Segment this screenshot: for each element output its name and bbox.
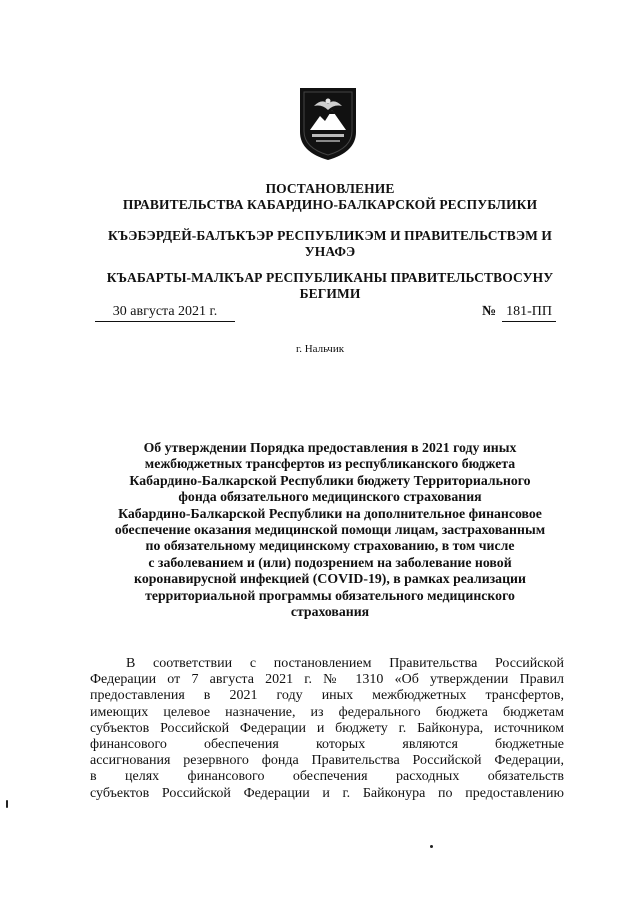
body-line: В соответствии с постановлением Правительства Российской [126,656,564,671]
document-date: 30 августа 2021 г. [95,304,235,322]
coat-of-arms-emblem-icon [298,84,358,162]
government-name-balkar [90,270,570,302]
document-type-heading: ПОСТАНОВЛЕНИЕ [265,181,395,196]
title-line: межбюджетных трансфертов из республиканского бюджета [144,456,516,472]
body-line: субъектов Российской Федерации и г. Байконура по предоставлению [90,785,564,801]
title-line: с заболеванием и (или) подозрением на заболевание новой [148,554,512,570]
title-line: фонда обязательного медицинского страхования [178,489,482,505]
number-sign: № [482,304,497,319]
heading-line: БЕГИМИ [299,286,361,301]
scan-speck [6,800,8,808]
document-number: 181-ПП [502,304,556,322]
title-line: страхования [290,604,370,620]
body-line: в целях финансового обеспечения расходных обязательств [90,769,564,785]
document-number-block [482,304,567,322]
title-line: обеспечение оказания медицинской помощи лицам, застрахованным [114,522,546,538]
heading-line: УНАФЭ [304,244,356,259]
government-name-ru: ПРАВИТЕЛЬСТВА КАБАРДИНО-БАЛКАРСКОЙ РЕСПУБЛИКИ [122,197,538,212]
heading-line: КЪЭБЭРДЕЙ-БАЛЪКЪЭР РЕСПУБЛИКЭМ И ПРАВИТЕЛЬСТВЭМ И [107,228,553,243]
scan-speck [430,845,433,848]
title-line: Кабардино-Балкарской Республики на дополнительное финансовое [118,505,542,521]
document-title [92,440,568,620]
document-city: г. Нальчик [295,343,345,355]
body-line: предоставления в 2021 году иных межбюджетных трансфертов, [90,688,564,704]
title-line: коронавирусной инфекцией (COVID-19), в рамках реализации [134,571,526,587]
body-line: финансового обеспечения которых являются бюджетные [90,737,564,753]
title-line: Кабардино-Балкарской Республики бюджету Территориального [129,472,531,488]
body-line: имеющих целевое назначение, из федерального бюджета бюджетам [90,704,564,720]
heading-line: КЪАБАРТЫ-МАЛКЪАР РЕСПУБЛИКАНЫ ПРАВИТЕЛЬСТВОСУНУ [106,270,554,285]
document-body-paragraph [90,656,564,802]
title-line: по обязательному медицинскому страхованию, в том числе [145,538,515,554]
government-name-kabardian [90,228,570,260]
body-line: ассигнования резервного фонда Правительства Российской Федерации, [90,753,564,769]
title-line: Об утверждении Порядка предоставления в 2021 году иных [143,440,517,455]
title-line: территориальной программы обязательного медицинского [145,587,515,603]
body-line: субъектов Российской Федерации и бюджету г. Байконура, источником [90,720,564,736]
body-line: Федерации от 7 августа 2021 г. № 1310 «Об утверждении Правил [90,672,564,688]
